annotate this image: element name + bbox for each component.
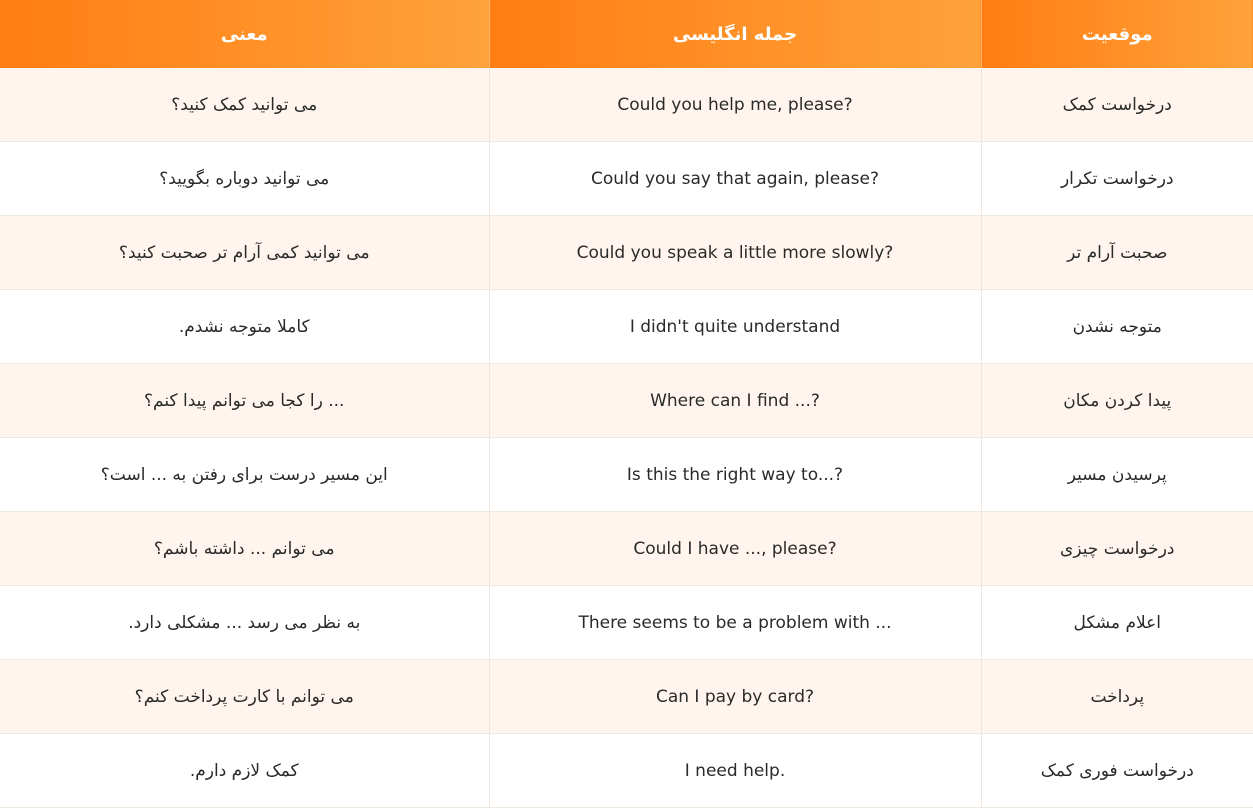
situation-cell: درخواست تکرار bbox=[981, 142, 1253, 216]
english-cell: Could you say that again, please? bbox=[489, 142, 981, 216]
table-row bbox=[0, 364, 1253, 438]
meaning-cell: کاملا متوجه نشدم. bbox=[0, 290, 489, 364]
situation-cell: درخواست کمک bbox=[981, 68, 1253, 142]
header-english: جمله انگلیسی bbox=[489, 0, 981, 68]
english-cell: Where can I find ...? bbox=[489, 364, 981, 438]
table-row bbox=[0, 438, 1253, 512]
meaning-cell: ... را کجا می توانم پیدا کنم؟ bbox=[0, 364, 489, 438]
english-cell: I didn't quite understand bbox=[489, 290, 981, 364]
situation-cell: صحبت آرام تر bbox=[981, 216, 1253, 290]
situation-cell: پرسیدن مسیر bbox=[981, 438, 1253, 512]
meaning-cell: می توانید کمی آرام تر صحبت کنید؟ bbox=[0, 216, 489, 290]
table-header-row bbox=[0, 0, 1253, 68]
meaning-cell: می توانید کمک کنید؟ bbox=[0, 68, 489, 142]
english-cell: Is this the right way to...? bbox=[489, 438, 981, 512]
situation-cell: پرداخت bbox=[981, 660, 1253, 734]
table-row bbox=[0, 216, 1253, 290]
english-cell: There seems to be a problem with ... bbox=[489, 586, 981, 660]
header-situation: موقعیت bbox=[981, 0, 1253, 68]
table-row bbox=[0, 660, 1253, 734]
table-row bbox=[0, 68, 1253, 142]
meaning-cell: کمک لازم دارم. bbox=[0, 734, 489, 808]
meaning-cell: می توانم با کارت پرداخت کنم؟ bbox=[0, 660, 489, 734]
table-row bbox=[0, 734, 1253, 808]
english-cell: Could you speak a little more slowly? bbox=[489, 216, 981, 290]
header-meaning: معنی bbox=[0, 0, 489, 68]
meaning-cell: می توانید دوباره بگویید؟ bbox=[0, 142, 489, 216]
table-row bbox=[0, 586, 1253, 660]
english-cell: Could you help me, please? bbox=[489, 68, 981, 142]
english-cell: I need help. bbox=[489, 734, 981, 808]
situation-cell: درخواست فوری کمک bbox=[981, 734, 1253, 808]
table-row bbox=[0, 142, 1253, 216]
meaning-cell: این مسیر درست برای رفتن به ... است؟ bbox=[0, 438, 489, 512]
situation-cell: متوجه نشدن bbox=[981, 290, 1253, 364]
situation-cell: پیدا کردن مکان bbox=[981, 364, 1253, 438]
english-cell: Could I have ..., please? bbox=[489, 512, 981, 586]
situation-cell: اعلام مشکل bbox=[981, 586, 1253, 660]
meaning-cell: به نظر می رسد ... مشکلی دارد. bbox=[0, 586, 489, 660]
table-row bbox=[0, 512, 1253, 586]
table-row bbox=[0, 290, 1253, 364]
english-cell: Can I pay by card? bbox=[489, 660, 981, 734]
meaning-cell: می توانم ... داشته باشم؟ bbox=[0, 512, 489, 586]
situation-cell: درخواست چیزی bbox=[981, 512, 1253, 586]
